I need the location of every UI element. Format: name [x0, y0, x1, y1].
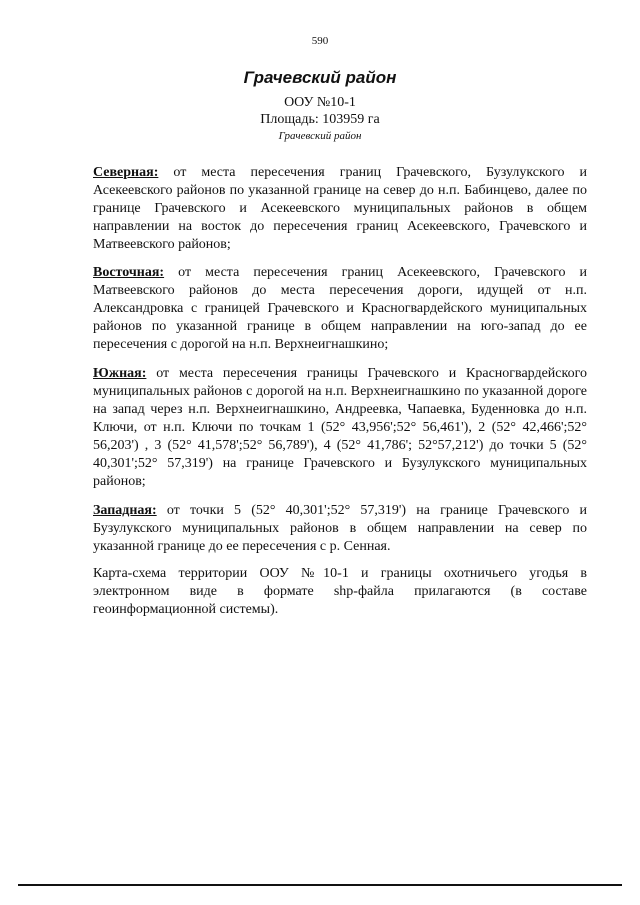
section-heading-west: Западная:: [93, 503, 157, 518]
section-text-east: от места пересечения границ Асекеевского, Грачевского и Матвеевского районов до места пересечения дороги, идущей от н.п. Александровка с границей Грачевского и Красногвардейского муниципальных районов по указанной границе в общем направлении на юго-запад до ее пересечения с дорогой на н.п. Верхнеигнашкино;: [93, 265, 587, 352]
section-north: [93, 164, 587, 254]
section-south: [93, 365, 587, 491]
map-note: Карта-схема территории ООУ №10-1 и границы охотничьего угодья в электронном виде в формате shp-файла прилагаются (в составе геоинформационной системы).: [93, 566, 587, 617]
page-number: 590: [311, 35, 329, 47]
section-text-west: от точки 5 (52° 40,301';52° 57,319') на границе Грачевского и Бузулукского муниципальных районов в общем направлении на север по указанной границе до ее пересечения с р. Сенная.: [93, 503, 587, 554]
page-title: Грачевский район: [243, 68, 397, 87]
section-west: [93, 502, 587, 556]
section-east: [93, 264, 587, 354]
section-text-south: от места пересечения границы Грачевского и Красногвардейского муниципальных районов с дорогой на н.п. Верхнеигнашкино по указанной дороге на запад через н.п. Верхнеигнашкино, Андреевка, Чапаевка, Буденновка до н.п. Ключи, от н.п. Ключи по точкам 1 (52° 43,956';52° 56,461'), 2 (52° 42,466';52° 56,203') , 3 (52° 41,578';52° 56,789'), 4 (52° 41,786'; 52°57,212') до точки 5 (52° 40,301';52° 57,319') на границе Грачевского и Бузулукского муниципальных районов;: [93, 366, 587, 489]
section-heading-south: Южная:: [93, 366, 147, 381]
section-heading-north: Северная:: [93, 165, 159, 180]
district-subtitle: Грачевский район: [278, 130, 362, 142]
section-heading-east: Восточная:: [93, 265, 165, 280]
unit-code: ООУ №10-1: [284, 95, 356, 110]
section-text-north: от места пересечения границ Грачевского, Бузулукского и Асекеевского районов по указанной границе на север до н.п. Бабинцево, далее по границе Грачевского и Асекеевского муниципальных районов в общем направлении на восток до пересечения границ Асекеевского, Грачевского и Матвеевского районов;: [93, 165, 588, 252]
footer-divider: [18, 884, 622, 886]
area-value: Площадь: 103959 га: [260, 112, 380, 127]
